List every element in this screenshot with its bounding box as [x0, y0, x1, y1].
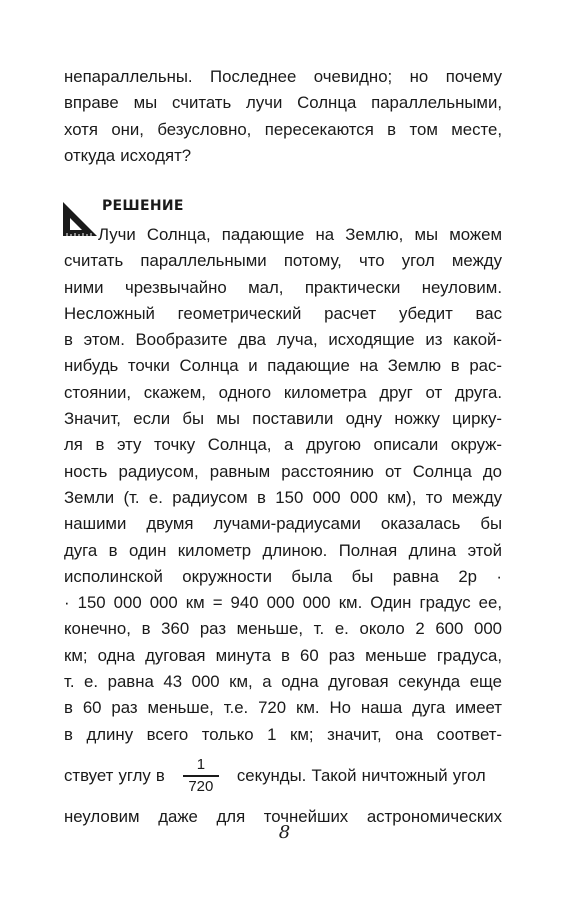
text-line: конечно, в 360 раз меньше, т. е. около 2 600 000: [64, 619, 502, 639]
intro-paragraph: [64, 64, 502, 169]
page-number: 8: [278, 822, 291, 843]
text-fragment: ствует углу в: [64, 765, 165, 785]
section-heading: РЕШЕНИЕ: [102, 198, 184, 214]
text-line: исполинской окружности была бы равна 2р ·: [64, 566, 502, 586]
fraction-numerator: 1: [196, 756, 206, 774]
solution-paragraph: [64, 222, 502, 830]
text-line: нашими двумя лучами-радиусами оказалась бы: [64, 514, 502, 534]
text-line: км; одна дуговая минута в 60 раз меньше градуса,: [64, 645, 502, 665]
text-line: непараллельны. Последнее очевидно; но почему: [64, 67, 502, 86]
text-line: дуга в один километр длиною. Полная длина этой: [64, 540, 502, 560]
text-line: неуловим даже для точнейших астрономических: [64, 806, 502, 826]
text-line: Значит, если бы мы поставили одну ножку цирку-: [64, 409, 502, 429]
text-line: Несложный геометрический расчет убедит вас: [64, 303, 502, 323]
text-line: в этом. Вообразите два луча, исходящие из какой-: [64, 330, 502, 350]
text-line: т. е. равна 43 000 км, а одна дуговая секунда еще: [64, 672, 502, 692]
text-line: ля в эту точку Солнца, а другою описали окруж-: [64, 435, 502, 455]
text-line: считать параллельными потому, что угол между: [64, 251, 502, 271]
text-line: в 60 раз меньше, т.е. 720 км. Но наша дуга имеет: [64, 698, 502, 718]
fraction-denominator: 720: [188, 777, 214, 795]
fraction: [183, 756, 219, 796]
text-line: ними чрезвычайно мал, практически неуловим.: [64, 277, 502, 297]
text-line: стоянии, скажем, одного километра друг от друга.: [64, 382, 502, 402]
fraction-bar: [183, 775, 219, 777]
text-line: хотя они, безусловно, пересекаются в том месте,: [64, 119, 502, 139]
text-line: Лучи Солнца, падающие на Землю, мы можем: [98, 225, 502, 244]
text-line: в длину всего только 1 км; значит, она соответ-: [64, 724, 502, 744]
text-line: нибудь точки Солнца и падающие на Землю в рас-: [64, 356, 502, 376]
text-line: откуда исходят?: [64, 145, 192, 165]
text-line: ность радиусом, равным расстоянию от Солнца до: [64, 461, 502, 481]
text-line: Земли (т. е. радиусом в 150 000 000 км), то между: [64, 487, 502, 507]
fraction-line: [64, 750, 502, 802]
text-line: вправе мы считать лучи Солнца параллельными,: [64, 93, 502, 113]
text-line: · 150 000 000 км = 940 000 000 км. Один градус ее,: [64, 593, 502, 613]
text-fragment: секунды. Такой ничтожный угол: [236, 765, 486, 785]
